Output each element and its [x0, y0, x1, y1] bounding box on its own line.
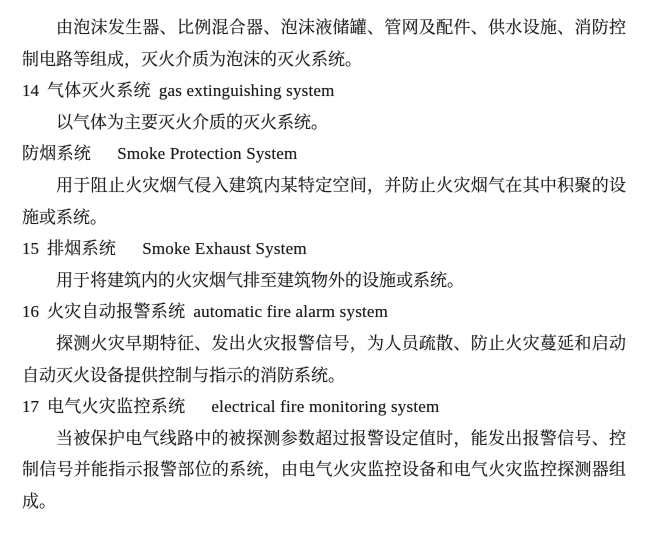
- entry-number: 15: [22, 239, 39, 259]
- term-line: [22, 391, 626, 423]
- definition-text: 用于阻止火灾烟气侵入建筑内某特定空间，并防止火灾烟气在其中积聚的设施或系统。: [22, 175, 626, 227]
- entry-electrical-fire-monitoring-system: [22, 391, 626, 517]
- term-line: [22, 296, 626, 328]
- entry-number: 16: [22, 302, 39, 322]
- definition-text: 用于将建筑内的火灾烟气排至建筑物外的设施或系统。: [56, 270, 464, 290]
- entry-number: 17: [22, 397, 39, 417]
- term-zh: 火灾自动报警系统: [47, 302, 186, 322]
- definition-text: 当被保护电气线路中的被探测参数超过报警设定值时，能发出报警信号、控制信号并能指示报警部位的系统，由电气火灾监控设备和电气火灾监控探测器组成。: [22, 428, 626, 511]
- entry-smoke-exhaust-system: [22, 233, 626, 296]
- term-en: Smoke Exhaust System: [142, 239, 307, 259]
- entry-gas-extinguishing-system: [22, 75, 626, 138]
- term-line: [22, 138, 626, 170]
- term-line: [22, 233, 626, 265]
- term-en: electrical fire monitoring system: [211, 397, 440, 417]
- term-zh: 防烟系统: [22, 144, 92, 164]
- term-en: automatic fire alarm system: [193, 302, 389, 322]
- entry-automatic-fire-alarm-system: [22, 296, 626, 391]
- term-zh: 排烟系统: [47, 239, 117, 259]
- term-line: [22, 75, 626, 107]
- term-zh: 电气火灾监控系统: [47, 397, 186, 417]
- definition-text: 探测火灾早期特征、发出火灾报警信号，为人员疏散、防止火灾蔓延和启动自动灭火设备提供控制与指示的消防系统。: [22, 333, 626, 385]
- paragraph-foam-system-definition: 由泡沫发生器、比例混合器、泡沫液储罐、管网及配件、供水设施、消防控制电路等组成，灭火介质为泡沫的灭火系统。: [22, 18, 626, 69]
- term-en: gas extinguishing system: [158, 81, 335, 101]
- entry-smoke-protection-system: [22, 138, 626, 233]
- term-en: Smoke Protection System: [117, 144, 298, 164]
- entry-number: 14: [22, 81, 39, 101]
- definition-text: 以气体为主要灭火介质的灭火系统。: [56, 112, 328, 132]
- term-zh: 气体灭火系统: [47, 81, 151, 101]
